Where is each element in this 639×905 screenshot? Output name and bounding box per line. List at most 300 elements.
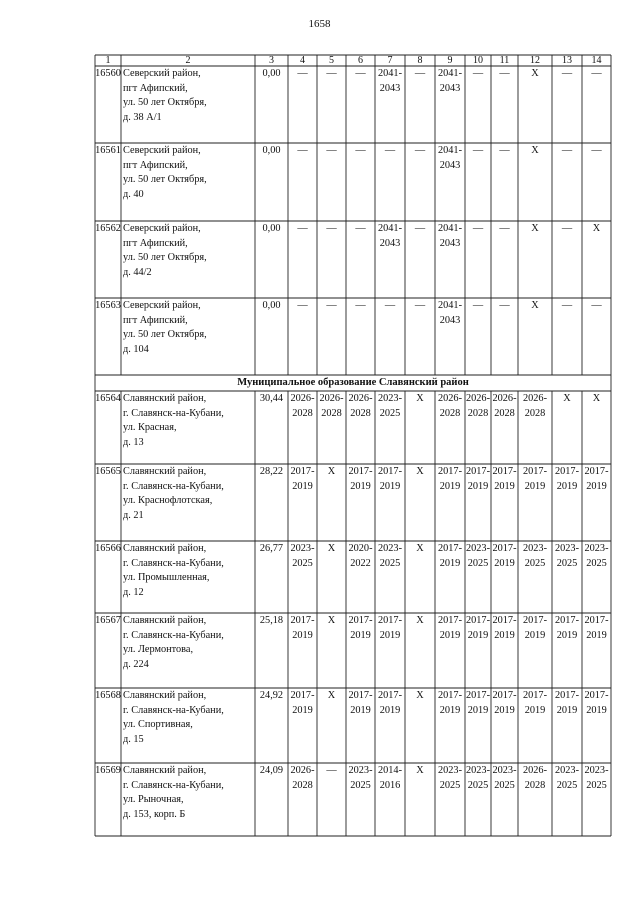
period-cell-line: 2023-: [522, 543, 548, 554]
period-cell-line: —: [591, 300, 602, 311]
period-cell-line: —: [561, 300, 573, 311]
row-number: 16563: [95, 300, 121, 311]
period-cell-line: 2022: [350, 557, 371, 569]
period-cell-line: 2017-: [437, 690, 463, 701]
period-cell-line: 2017-: [348, 466, 373, 477]
period-cell: [465, 222, 491, 237]
period-cell-line: 2023-: [290, 543, 315, 554]
period-cell-line: 2043: [379, 237, 401, 249]
period-cell: [465, 67, 491, 82]
period-cell-line: 2041-: [377, 223, 403, 234]
address-cell-line: ул. Краснофлотская,: [123, 495, 213, 506]
period-cell-line: —: [326, 145, 337, 156]
address-cell-line: д. 12: [123, 586, 144, 598]
address-cell-line: ул. 50 лет Октября,: [123, 97, 207, 108]
address-cell-line: д. 13: [123, 436, 144, 448]
period-cell-line: 2019: [494, 480, 515, 492]
period-cell: [491, 764, 518, 793]
column-header: 9: [447, 55, 453, 66]
period-cell-line: Х: [531, 223, 539, 234]
row-number: 16568: [95, 690, 121, 701]
period-cell: [465, 689, 491, 718]
column-header: 1: [105, 55, 111, 66]
address-cell-line: ул. Рыночная,: [123, 794, 184, 805]
period-cell-line: 2019: [586, 629, 607, 641]
period-cell-line: 2028: [524, 779, 546, 791]
period-cell-line: —: [384, 145, 396, 156]
period-cell-line: 2017-: [465, 466, 491, 477]
period-cell-line: 2017-: [377, 615, 403, 626]
period-cell-line: 2017-: [377, 690, 403, 701]
period-cell: [375, 764, 405, 793]
period-cell: [518, 542, 552, 571]
period-cell: [518, 392, 552, 421]
period-cell-line: 2019: [467, 480, 489, 492]
period-cell: [435, 614, 465, 643]
column-header: 5: [329, 55, 334, 66]
period-cell: [465, 299, 491, 314]
address-cell-line: д. 44/2: [123, 266, 152, 278]
period-cell-line: —: [591, 145, 602, 156]
period-cell-line: 2028: [439, 407, 461, 419]
period-cell: [375, 614, 405, 643]
address-cell-line: Славянский район,: [123, 466, 207, 477]
address-cell-line: д. 40: [123, 188, 144, 200]
address-cell-line: ул. 50 лет Октября,: [123, 174, 207, 185]
period-cell-line: Х: [327, 615, 336, 626]
period-cell-line: 2019: [350, 480, 371, 492]
period-cell: [465, 542, 491, 571]
period-cell: [491, 542, 518, 571]
address-cell-line: ул. Спортивная,: [123, 719, 193, 730]
period-cell-line: 2028: [292, 779, 313, 791]
period-cell: [435, 67, 465, 96]
period-cell-line: —: [297, 145, 308, 156]
address-cell-line: г. Славянск-на-Кубани,: [123, 407, 224, 419]
period-cell-line: 2025: [379, 557, 401, 569]
period-cell-line: 2019: [379, 629, 401, 641]
period-cell-line: —: [297, 68, 308, 79]
period-cell-line: —: [499, 223, 510, 234]
period-cell: [288, 392, 317, 421]
period-cell-line: Х: [416, 765, 424, 776]
address-cell: [121, 764, 257, 822]
address-cell-line: ул. 50 лет Октября,: [123, 252, 207, 263]
address-cell-line: Славянский район,: [123, 765, 207, 776]
period-cell: [518, 764, 552, 793]
period-cell-line: —: [355, 300, 366, 311]
cost-value: 30,44: [259, 393, 284, 404]
period-cell: [288, 614, 317, 643]
cost-value: 0,00: [262, 145, 281, 156]
row-number: 16561: [95, 145, 121, 156]
column-header: 8: [417, 55, 423, 66]
period-cell: [465, 465, 491, 494]
period-cell-line: 2023-: [554, 765, 580, 776]
period-cell: [346, 222, 375, 237]
period-cell-line: 2017-: [554, 466, 580, 477]
period-cell: [435, 299, 465, 328]
row-number: 16565: [95, 466, 121, 477]
period-cell: [346, 144, 375, 159]
period-cell: [552, 67, 582, 82]
period-cell: [288, 542, 317, 571]
address-cell-line: д. 153, корп. Б: [123, 808, 186, 820]
period-cell: [317, 542, 346, 557]
period-cell: [518, 689, 552, 718]
period-cell: [491, 392, 518, 421]
period-cell-line: 2025: [556, 779, 578, 791]
period-cell-line: —: [326, 765, 337, 776]
period-cell-line: Х: [327, 543, 336, 554]
address-cell-line: г. Славянск-на-Кубани,: [123, 557, 224, 569]
period-cell: [405, 614, 435, 629]
period-cell-line: 2017-: [377, 466, 403, 477]
period-cell: [435, 144, 465, 173]
address-cell-line: Северский район,: [123, 145, 201, 156]
period-cell-line: Х: [563, 393, 571, 404]
column-header: 3: [269, 55, 274, 66]
period-cell-line: 2019: [439, 704, 461, 716]
period-cell-line: 2017-: [492, 543, 517, 554]
period-cell-line: 2025: [524, 557, 546, 569]
period-cell-line: 2019: [350, 704, 371, 716]
period-cell-line: 2025: [467, 779, 489, 791]
period-cell-line: 2017-: [492, 466, 517, 477]
period-cell: [405, 764, 435, 779]
address-cell-line: ул. Красная,: [123, 422, 177, 433]
period-cell: [491, 299, 518, 314]
period-cell: [552, 689, 582, 718]
period-cell: [582, 392, 611, 407]
period-cell: [435, 689, 465, 718]
address-cell-line: ул. Лермонтова,: [123, 644, 194, 655]
period-cell: [582, 764, 611, 793]
period-cell: [582, 299, 611, 314]
period-cell-line: 2019: [556, 629, 578, 641]
period-cell-line: 2026-: [319, 393, 344, 404]
period-cell-line: 2016: [379, 779, 401, 791]
address-cell-line: Славянский район,: [123, 543, 207, 554]
period-cell: [288, 222, 317, 237]
period-cell-line: 2026-: [437, 393, 463, 404]
cost-value: 28,22: [259, 466, 284, 477]
period-cell-line: 2025: [586, 779, 607, 791]
period-cell-line: 2023-: [492, 765, 517, 776]
period-cell-line: 2043: [439, 237, 461, 249]
column-header: 10: [473, 55, 483, 66]
period-cell: [375, 299, 405, 314]
period-cell-line: Х: [416, 543, 424, 554]
column-header: 13: [562, 55, 572, 66]
period-cell-line: 2023-: [584, 765, 609, 776]
period-cell-line: 2017-: [348, 690, 373, 701]
period-cell-line: Х: [592, 393, 601, 404]
period-cell-line: 2019: [439, 557, 461, 569]
period-cell: [346, 465, 375, 494]
period-cell-line: 2017-: [437, 543, 463, 554]
period-cell-line: —: [414, 68, 426, 79]
address-cell-line: пгт Афипский,: [123, 237, 188, 249]
cost-value: 26,77: [259, 543, 284, 554]
address-cell-line: Северский район,: [123, 223, 201, 234]
address-cell-line: ул. 50 лет Октября,: [123, 329, 207, 340]
period-cell-line: 2019: [292, 629, 313, 641]
address-cell-line: Северский район,: [123, 68, 201, 79]
period-cell-line: 2019: [350, 629, 371, 641]
period-cell: [375, 392, 405, 421]
period-cell: [465, 764, 491, 793]
period-cell-line: —: [326, 68, 337, 79]
period-cell-line: 2019: [494, 629, 515, 641]
period-cell-line: 2028: [494, 407, 515, 419]
period-cell-line: 2017-: [492, 690, 517, 701]
address-cell: [121, 689, 257, 747]
period-cell-line: —: [414, 300, 426, 311]
cost-value: 24,92: [259, 690, 284, 701]
address-cell: [121, 614, 257, 672]
period-cell: [375, 67, 405, 96]
column-header: 2: [185, 55, 191, 66]
period-cell: [317, 144, 346, 159]
period-cell-line: —: [472, 300, 484, 311]
period-cell: [582, 614, 611, 643]
period-cell-line: Х: [531, 300, 539, 311]
period-cell-line: 2028: [524, 407, 546, 419]
period-cell-line: 2017-: [554, 615, 580, 626]
row-number: 16560: [95, 68, 121, 79]
row-number: 16569: [95, 765, 121, 776]
period-cell: [518, 299, 552, 314]
address-cell: [121, 542, 257, 600]
period-cell-line: 2017-: [554, 690, 580, 701]
period-cell: [518, 222, 552, 237]
period-cell-line: —: [326, 223, 337, 234]
cost-value: 24,09: [259, 765, 284, 776]
period-cell: [375, 689, 405, 718]
period-cell: [346, 614, 375, 643]
period-cell-line: 2019: [524, 629, 546, 641]
period-cell: [346, 542, 375, 571]
period-cell-line: 2014-: [377, 765, 403, 776]
period-cell-line: 2041-: [437, 300, 463, 311]
address-cell: [121, 144, 257, 202]
column-header: 4: [300, 55, 305, 66]
period-cell: [552, 144, 582, 159]
period-cell-line: 2023-: [584, 543, 609, 554]
address-cell-line: пгт Афипский,: [123, 314, 188, 326]
period-cell-line: 2017-: [584, 690, 609, 701]
period-cell-line: —: [591, 68, 602, 79]
period-cell-line: 2020-: [348, 543, 373, 554]
period-cell-line: 2041-: [437, 223, 463, 234]
row-number: 16564: [95, 393, 121, 404]
period-cell: [346, 299, 375, 314]
period-cell-line: 2017-: [437, 466, 463, 477]
period-cell-line: 2019: [292, 480, 313, 492]
period-cell-line: 2043: [439, 159, 461, 171]
period-cell-line: 2025: [494, 779, 515, 791]
period-cell-line: 2025: [292, 557, 313, 569]
period-cell-line: 2017-: [290, 690, 315, 701]
period-cell-line: 2023-: [465, 543, 491, 554]
period-cell-line: —: [355, 223, 366, 234]
period-cell-line: —: [414, 223, 426, 234]
period-cell-line: 2017-: [290, 466, 315, 477]
period-cell: [552, 392, 582, 407]
period-cell: [435, 542, 465, 571]
period-cell-line: 2026-: [465, 393, 491, 404]
period-cell-line: 2025: [350, 779, 371, 791]
period-cell: [465, 144, 491, 159]
period-cell: [317, 689, 346, 704]
period-cell-line: 2041-: [437, 68, 463, 79]
period-cell-line: Х: [592, 223, 601, 234]
period-cell: [582, 465, 611, 494]
address-cell-line: д. 38 А/1: [123, 111, 162, 123]
period-cell: [375, 542, 405, 571]
period-cell: [317, 299, 346, 314]
cost-value: 0,00: [262, 300, 281, 311]
period-cell: [435, 465, 465, 494]
period-cell: [375, 222, 405, 251]
period-cell-line: 2023-: [437, 765, 463, 776]
period-cell: [405, 689, 435, 704]
period-cell: [465, 392, 491, 421]
period-cell: [491, 144, 518, 159]
period-cell-line: 2017-: [522, 466, 548, 477]
column-header: 12: [530, 55, 540, 66]
period-cell-line: Х: [416, 393, 424, 404]
period-cell-line: 2043: [379, 82, 401, 94]
period-cell: [582, 689, 611, 718]
period-cell-line: 2019: [379, 480, 401, 492]
period-cell: [435, 392, 465, 421]
period-cell: [552, 542, 582, 571]
period-cell: [317, 614, 346, 629]
period-cell-line: 2026-: [290, 393, 315, 404]
address-cell-line: Северский район,: [123, 300, 201, 311]
period-cell-line: 2017-: [522, 690, 548, 701]
address-cell-line: ул. Промышленная,: [123, 572, 210, 583]
period-cell-line: Х: [327, 466, 336, 477]
column-header: 7: [387, 55, 393, 66]
period-cell-line: —: [384, 300, 396, 311]
period-cell-line: 2025: [439, 779, 461, 791]
period-cell-line: 2043: [439, 314, 461, 326]
period-cell: [582, 542, 611, 571]
row-number: 16567: [95, 615, 121, 626]
period-cell: [405, 465, 435, 480]
period-cell-line: Х: [416, 615, 424, 626]
period-cell-line: 2019: [586, 704, 607, 716]
period-cell-line: —: [499, 300, 510, 311]
period-cell: [491, 614, 518, 643]
period-cell: [405, 299, 435, 314]
period-cell-line: 2041-: [437, 145, 463, 156]
period-cell: [317, 392, 346, 421]
period-cell-line: 2023-: [465, 765, 491, 776]
address-cell-line: Славянский район,: [123, 690, 207, 701]
period-cell: [288, 144, 317, 159]
period-cell: [405, 67, 435, 82]
period-cell: [435, 764, 465, 793]
period-cell: [518, 614, 552, 643]
cost-value: 25,18: [259, 615, 284, 626]
period-cell-line: 2028: [292, 407, 313, 419]
period-cell: [582, 67, 611, 82]
period-cell-line: Х: [416, 466, 424, 477]
period-cell: [552, 614, 582, 643]
period-cell: [405, 392, 435, 407]
period-cell-line: 2017-: [348, 615, 373, 626]
period-cell-line: —: [414, 145, 426, 156]
period-cell-line: —: [326, 300, 337, 311]
period-cell-line: 2041-: [377, 68, 403, 79]
address-cell-line: г. Славянск-на-Кубани,: [123, 480, 224, 492]
period-cell-line: 2023-: [377, 543, 403, 554]
period-cell: [552, 299, 582, 314]
address-cell-line: д. 104: [123, 343, 149, 355]
period-cell: [491, 222, 518, 237]
period-cell-line: 2019: [524, 704, 546, 716]
period-cell-line: —: [472, 68, 484, 79]
period-cell: [552, 222, 582, 237]
period-cell: [317, 465, 346, 480]
period-cell-line: Х: [531, 145, 539, 156]
period-cell-line: 2025: [467, 557, 489, 569]
period-cell-line: 2017-: [465, 615, 491, 626]
period-cell-line: 2017-: [584, 466, 609, 477]
period-cell-line: —: [297, 300, 308, 311]
column-header: 14: [591, 55, 602, 66]
period-cell-line: 2019: [467, 629, 489, 641]
period-cell: [518, 67, 552, 82]
address-cell: [121, 465, 257, 523]
period-cell-line: 2023-: [377, 393, 403, 404]
period-cell: [288, 764, 317, 793]
period-cell: [288, 67, 317, 82]
period-cell-line: 2026-: [522, 393, 548, 404]
address-cell-line: д. 224: [123, 658, 149, 670]
period-cell-line: 2023-: [348, 765, 373, 776]
period-cell-line: 2026-: [522, 765, 548, 776]
address-cell: [121, 299, 257, 357]
period-cell-line: Х: [416, 690, 424, 701]
period-cell: [346, 67, 375, 82]
period-cell-line: 2028: [467, 407, 489, 419]
period-cell-line: 2019: [439, 480, 461, 492]
period-cell: [465, 614, 491, 643]
period-cell: [518, 144, 552, 159]
row-number: 16562: [95, 223, 121, 234]
period-cell-line: 2017-: [522, 615, 548, 626]
page-number: 1658: [308, 18, 331, 30]
row-number: 16566: [95, 543, 121, 554]
period-cell-line: —: [561, 223, 573, 234]
period-cell-line: —: [499, 68, 510, 79]
period-cell-line: 2019: [494, 557, 515, 569]
section-title: Муниципальное образование Славянский район: [237, 377, 469, 388]
period-cell: [317, 764, 346, 779]
period-cell: [346, 689, 375, 718]
cost-value: 0,00: [262, 68, 281, 79]
period-cell: [405, 222, 435, 237]
period-cell-line: 2028: [350, 407, 371, 419]
period-cell-line: —: [561, 68, 573, 79]
cost-value: 0,00: [262, 223, 281, 234]
period-cell: [346, 764, 375, 793]
